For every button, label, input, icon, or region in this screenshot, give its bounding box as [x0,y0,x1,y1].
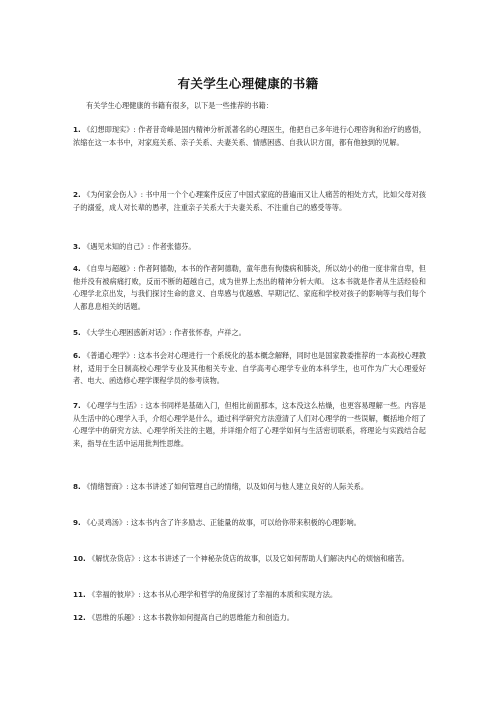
item-text: 《遇见未知的自己》: 作者张德芬。 [83,242,196,251]
list-item [73,589,426,602]
item-text: 《心灵鸡汤》: 这本书内含了许多励志、正能量的故事，可以给你带来积极的心理影响。 [83,518,361,527]
list-item [73,612,426,625]
list-item [73,350,426,388]
item-text: 《幻想即现实》: 作者昔奇峰是国内精神分析派著名的心理医生，他把自己多年进行心理咨询和治疗的感悟，浓缩在这一本书中，对家庭关系、亲子关系、夫妻关系、情感困惑、自我认识方面，都有他独到的见解。 [73,125,426,147]
list-item [73,241,426,254]
item-text: 《解忧杂货店》: 这本书讲述了一个神秘杂货店的故事，以及它如何帮助人们解决内心的烦恼和痛苦。 [88,554,409,563]
item-text: 《思维的乐趣》: 这本书教你如何提高自己的思维能力和创造力。 [88,613,294,622]
item-number: 4. [73,264,81,273]
list-item [73,124,426,149]
list-item [73,327,426,340]
list-item [73,263,426,313]
item-number: 1. [73,125,81,134]
item-number: 9. [73,518,81,527]
list-item [73,481,426,494]
list-item [73,517,426,530]
item-text: 《为何家会伤人》: 书中用一个个心理案件反应了中国式家庭的普遍而又让人痛苦的相处方式，比如父母对孩子的溺爱，成人对长辈的愚孝，注重亲子关系大于夫妻关系、不注重自己的感受等等。 [73,190,426,212]
item-number: 8. [73,482,81,491]
list-item [73,553,426,566]
document-title: 有关学生心理健康的书籍 [177,76,319,91]
item-text: 《普通心理学》: 这本书会对心理进行一个系统化的基本概念解释，同时也是国家教委推荐的一本高校心理教材，适用于全日制高校心理学专业及其他相关专业、自学高考心理学专业的本科学生，也可作为广大心理爱好者、电大、函选修心理学课程学员的参考读物。 [73,351,426,385]
item-number: 11. [73,590,86,599]
item-number: 7. [73,401,81,410]
item-text: 《大学生心理困惑新对话》: 作者张怀春，卢祥之。 [83,328,246,337]
intro-paragraph: 有关学生心理健康的书籍有很多，以下是一些推荐的书籍： [86,101,273,110]
item-text: 《情绪智商》: 这本书讲述了如何管理自己的情绪，以及如何与他人建立良好的人际关系。 [83,482,369,491]
item-number: 12. [73,613,86,622]
item-number: 5. [73,328,81,337]
item-text: 《自卑与超越》: 作者阿德勒，本书的作者阿德勒，童年患有佝偻病和肺炎，所以幼小的他一度非常自卑，但他并没有被病痛打败，反而不断的超越自己，成为世界上杰出的精神分析大师。 这本书就是作者从生活经验和心理学北京出发，与我们探讨生命的意义、自卑感与优越感、早期记忆、家庭和学校对孩子的影响等与我们每个人都息息相关的话题。 [73,264,426,311]
item-number: 6. [73,351,81,360]
item-text: 《心理学与生活》: 这本书同样是基础入门，但相比前面那本，这本没这么枯燥，也更容易理解一些。内容是从生活中的心理学入手，介绍心理学是什么，通过科学研究方法澄清了人们对心理学的一些误解，概括地介绍了心理学中的研究方法、心理学所关注的主题，并详细介绍了心理学如何与生活密切联系，将理论与实践结合起来，指导在生活中运用批判性思维。 [73,401,426,448]
item-text: 《幸福的彼岸》: 这本书从心理学和哲学的角度探讨了幸福的本质和实现方法。 [88,590,338,599]
item-number: 10. [73,554,86,563]
item-number: 3. [73,242,81,251]
item-number: 2. [73,190,81,199]
list-item [73,400,426,450]
list-item [73,189,426,214]
